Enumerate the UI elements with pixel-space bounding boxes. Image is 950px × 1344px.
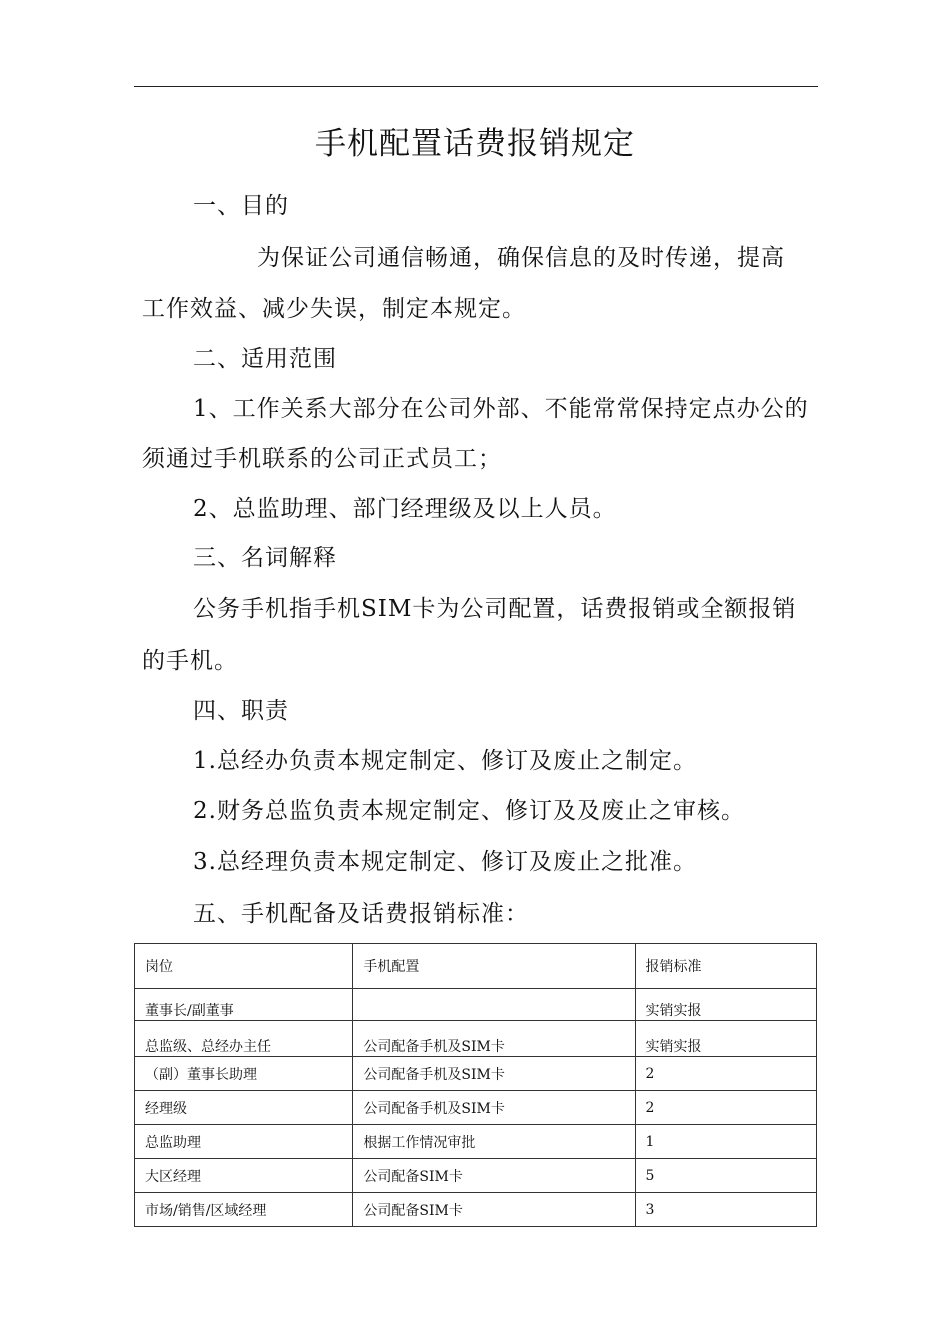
table-row	[135, 1125, 817, 1159]
table-row	[135, 1193, 817, 1227]
table-row	[135, 1159, 817, 1193]
section-4-item-1: 1.总经办负责本规定制定、修订及废止之制定。	[193, 748, 697, 774]
section-2-heading: 二、适用范围	[193, 346, 337, 372]
section-2-item-1-line-1: 1、工作关系大部分在公司外部、不能常常保持定点办公的	[193, 396, 809, 422]
section-3-heading: 三、名词解释	[193, 545, 337, 571]
table-cell: 公司配备手机及SIM卡	[353, 1057, 635, 1091]
table-cell: 大区经理	[135, 1159, 353, 1193]
table-cell: 公司配备手机及SIM卡	[353, 1021, 635, 1057]
table-row	[135, 1021, 817, 1057]
table-cell: 1	[635, 1125, 816, 1159]
table-header-cell: 岗位	[135, 944, 353, 989]
section-4-item-2: 2.财务总监负责本规定制定、修订及及废止之审核。	[193, 798, 745, 824]
document-title: 手机配置话费报销规定	[315, 126, 635, 162]
table-cell	[353, 989, 635, 1021]
section-1-heading: 一、目的	[193, 193, 289, 219]
table-header-cell: 手机配置	[353, 944, 635, 989]
table-cell: 2	[635, 1057, 816, 1091]
section-5-heading: 五、手机配备及话费报销标准：	[193, 901, 529, 927]
section-1-paragraph-line-2: 工作效益、减少失误，制定本规定。	[142, 296, 526, 322]
table-cell: 经理级	[135, 1091, 353, 1125]
table-cell: 3	[635, 1193, 816, 1227]
table-cell: 实销实报	[635, 1021, 816, 1057]
section-2-item-1-line-2: 须通过手机联系的公司正式员工；	[142, 446, 502, 472]
reimbursement-table	[134, 943, 817, 1227]
table-cell: 公司配备手机及SIM卡	[353, 1091, 635, 1125]
table-cell: （副）董事长助理	[135, 1057, 353, 1091]
table-cell: 2	[635, 1091, 816, 1125]
table-cell: 总监助理	[135, 1125, 353, 1159]
table-row	[135, 1091, 817, 1125]
section-4-item-3: 3.总经理负责本规定制定、修订及废止之批准。	[193, 849, 697, 875]
table-cell: 总监级、总经办主任	[135, 1021, 353, 1057]
header-rule	[134, 86, 818, 87]
table-row	[135, 1057, 817, 1091]
table-cell: 5	[635, 1159, 816, 1193]
table-header-cell: 报销标准	[635, 944, 816, 989]
section-4-heading: 四、职责	[193, 698, 289, 724]
table-cell: 根据工作情况审批	[353, 1125, 635, 1159]
table-cell: 公司配备SIM卡	[353, 1159, 635, 1193]
section-3-paragraph-line-1: 公务手机指手机SIM卡为公司配置，话费报销或全额报销	[193, 596, 797, 622]
table-cell: 实销实报	[635, 989, 816, 1021]
section-2-item-2: 2、总监助理、部门经理级及以上人员。	[193, 496, 617, 522]
section-3-paragraph-line-2: 的手机。	[142, 648, 238, 674]
table-row	[135, 989, 817, 1021]
section-1-paragraph-line-1: 为保证公司通信畅通，确保信息的及时传递，提高	[257, 245, 785, 271]
table-cell: 董事长/副董事	[135, 989, 353, 1021]
table-header-row	[135, 944, 817, 989]
table-cell: 市场/销售/区域经理	[135, 1193, 353, 1227]
table-cell: 公司配备SIM卡	[353, 1193, 635, 1227]
